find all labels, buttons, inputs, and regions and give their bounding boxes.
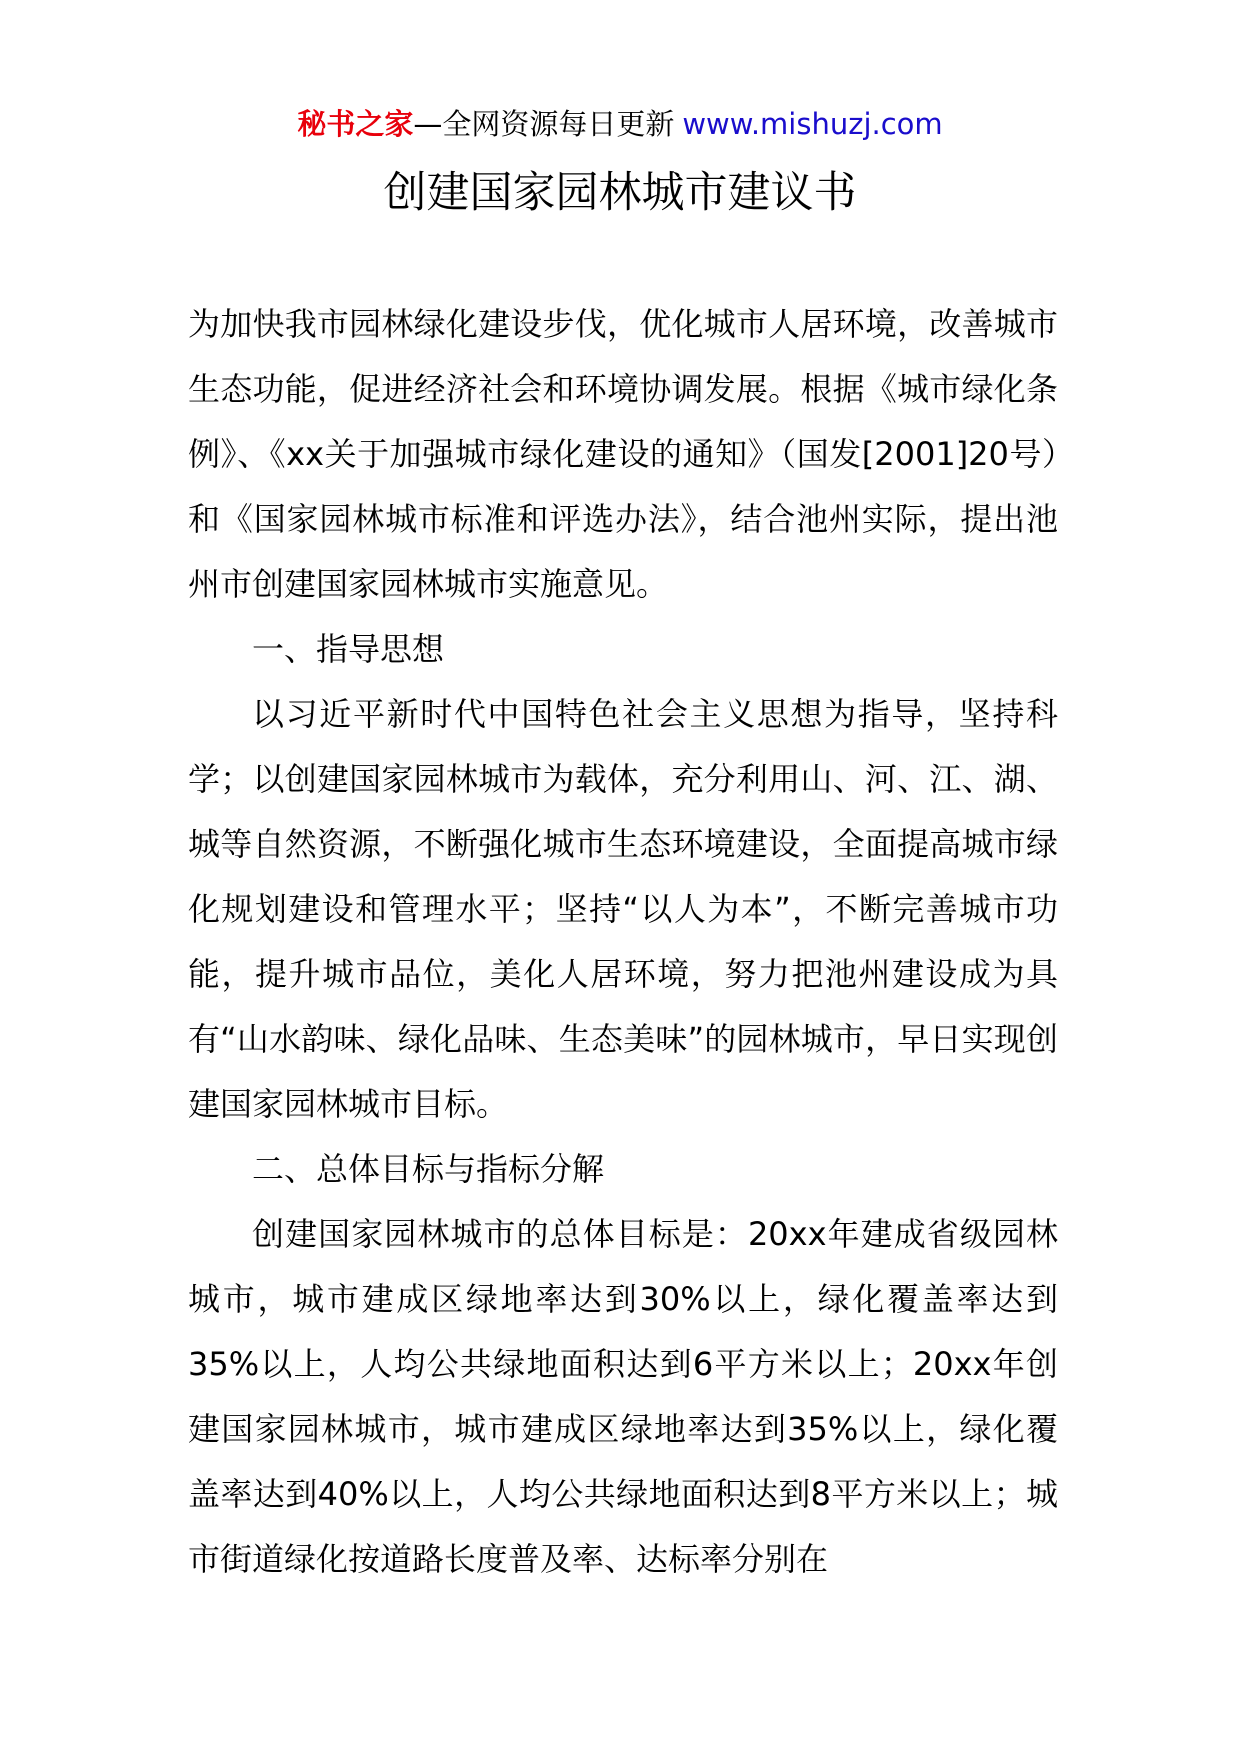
- overall-goals-paragraph: 创建国家园林城市的总体目标是：20xx年建成省级园林城市，城市建成区绿地率达到30%以上，绿化覆盖率达到35%以上，人均公共绿地面积达到6平方米以上；20xx年创建国家园林城市，城市建成区绿地率达到35%以上，绿化覆盖率达到40%以上，人均公共绿地面积达到8平方米以上；城市街道绿化按道路长度普及率、达标率分别在: [188, 1215, 1058, 1578]
- site-url-link[interactable]: www.mishuzj.com: [682, 107, 943, 141]
- document-body: [188, 292, 1058, 1592]
- brand-name: 秘书之家: [297, 107, 414, 141]
- intro-paragraph: 为加快我市园林绿化建设步伐，优化城市人居环境，改善城市生态功能，促进经济社会和环境协调发展。根据《城市绿化条例》、《xx关于加强城市绿化建设的通知》（国发[2001]20号）和《国家园林城市标准和评选办法》，结合池州实际，提出池州市创建国家园林城市实施意见。: [188, 305, 1058, 603]
- brand-slogan: —全网资源每日更新: [413, 107, 675, 141]
- section-heading-overall-goals: 二、总体目标与指标分解: [252, 1150, 605, 1188]
- section-heading-guiding-ideology: 一、指导思想: [252, 630, 445, 668]
- site-banner: [0, 100, 1240, 148]
- document-title: 创建国家园林城市建议书: [383, 168, 857, 218]
- guiding-ideology-paragraph: 以习近平新时代中国特色社会主义思想为指导，坚持科学；以创建国家园林城市为载体，充分利用山、河、江、湖、城等自然资源，不断强化城市生态环境建设，全面提高城市绿化规划建设和管理水平；坚持“以人为本”，不断完善城市功能，提升城市品位，美化人居环境，努力把池州建设成为具有“山水韵味、绿化品味、生态美味”的园林城市，早日实现创建国家园林城市目标。: [188, 695, 1058, 1123]
